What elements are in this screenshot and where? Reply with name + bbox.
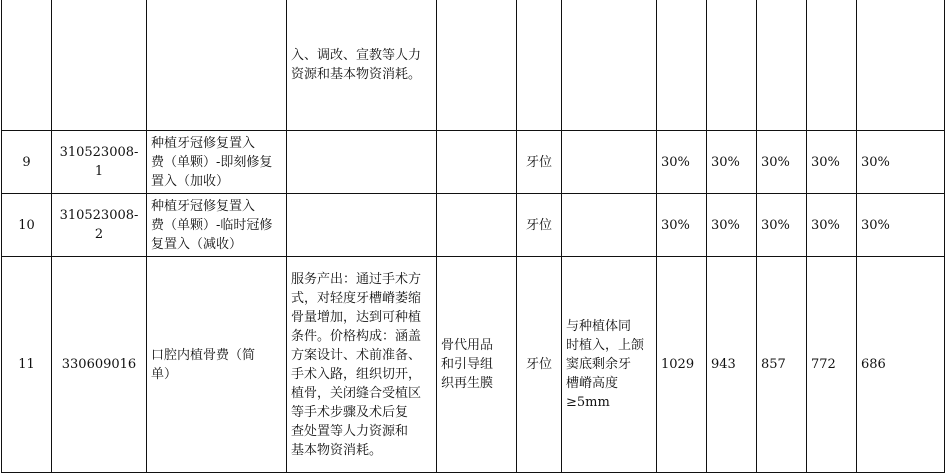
cell-price-5: [857, 0, 945, 131]
cell-content: [287, 257, 437, 473]
cell-price-1: 1029: [657, 257, 707, 473]
cell-content: [287, 131, 437, 194]
cell-code: 310523008-1: [52, 131, 147, 194]
cell-content: [287, 0, 437, 131]
cell-price-5: 30%: [857, 194, 945, 257]
cell-no: 10: [2, 194, 52, 257]
cell-price-1: [657, 0, 707, 131]
excluded-text: 骨代用品 和引导组 织再生膜: [441, 338, 494, 391]
cell-note: [562, 0, 657, 131]
cell-note: [562, 131, 657, 194]
table-row: [2, 131, 945, 194]
cell-price-2: [707, 0, 757, 131]
cell-price-2: 943: [707, 257, 757, 473]
cell-name: [147, 257, 287, 473]
fee-table: [1, 0, 945, 473]
cell-code: 330609016: [52, 257, 147, 473]
table-row-continued: [2, 0, 945, 131]
cell-price-1: 30%: [657, 194, 707, 257]
cell-price-4: 30%: [807, 131, 857, 194]
cell-price-3: 30%: [757, 194, 807, 257]
cell-price-5: 686: [857, 257, 945, 473]
cell-excluded: [437, 0, 517, 131]
cell-code: [52, 0, 147, 131]
cell-price-3: [757, 0, 807, 131]
cell-price-2: 30%: [707, 131, 757, 194]
cell-price-4: 772: [807, 257, 857, 473]
cell-no: 11: [2, 257, 52, 473]
cell-no: [2, 0, 52, 131]
cell-excluded: [437, 194, 517, 257]
name-text: 口腔内植骨费（简 单）: [151, 347, 256, 382]
cell-code: 310523008-2: [52, 194, 147, 257]
table-row: [2, 257, 945, 473]
cell-excluded: [437, 257, 517, 473]
cell-unit: 牙位: [517, 257, 562, 473]
content-text: 入、调改、宣教等人力 资源和基本物资消耗。: [291, 47, 422, 82]
cell-content: [287, 194, 437, 257]
cell-price-5: 30%: [857, 131, 945, 194]
cell-name: [147, 131, 287, 194]
cell-price-4: [807, 0, 857, 131]
cell-no: 9: [2, 131, 52, 194]
note-text: 与种植体同 时植入，上颌 窦底剩余牙 槽嵴高度 ≥5mm: [566, 319, 645, 410]
table-row: [2, 194, 945, 257]
cell-name: [147, 194, 287, 257]
cell-price-1: 30%: [657, 131, 707, 194]
cell-price-4: 30%: [807, 194, 857, 257]
cell-price-3: 857: [757, 257, 807, 473]
content-text: 服务产出：通过手术方 式，对轻度牙槽嵴萎缩 骨量增加，达到可种植 条件。价格构成：涵盖 方案设计、术前准备、 手术入路，组织切开， 植骨，关闭缝合受植区 等手术步骤及术后复 查处置等人力资源和 基本物资消耗。: [291, 271, 422, 458]
cell-price-2: 30%: [707, 194, 757, 257]
cell-unit: 牙位: [517, 194, 562, 257]
cell-unit: 牙位: [517, 131, 562, 194]
name-text: 种植牙冠修复置入 费（单颗）-即刻修复 置入（加收）: [151, 135, 273, 189]
cell-name: [147, 0, 287, 131]
name-text: 种植牙冠修复置入 费（单颗）-临时冠修 复置入（减收）: [151, 198, 273, 252]
cell-excluded: [437, 131, 517, 194]
cell-note: [562, 194, 657, 257]
cell-unit: [517, 0, 562, 131]
cell-price-3: 30%: [757, 131, 807, 194]
cell-note: [562, 257, 657, 473]
